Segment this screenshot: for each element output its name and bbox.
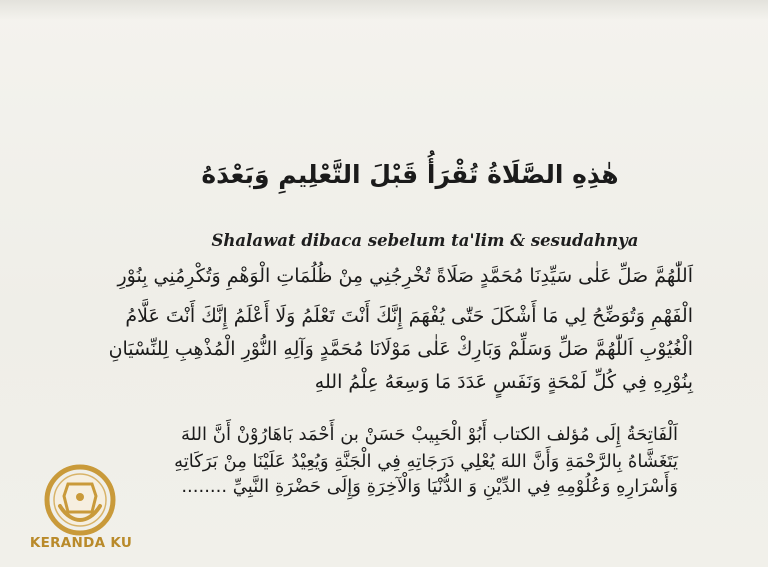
fatiha-line-3: وَأَسْرَارِهِ وَعُلُوْمِهِ فِي الدِّيْنِ وَ الدُّنْيَا وَالْآخِرَةِ وَإِلَى حَضْرَةِ النَّبِيِّ ........ bbox=[181, 476, 678, 497]
watermark-logo bbox=[20, 462, 140, 562]
fatiha-line-2: يَتَغَشَّاهُ بِالرَّحْمَةِ وَأَنَّ اللهَ يُعْلِي دَرَجَاتِهِ فِي الْجَنَّةِ وَيُعِيْدُ عَلَيْنَا مِنْ بَرَكَاتِهِ bbox=[174, 451, 678, 472]
page-top-edge bbox=[0, 0, 768, 20]
fatiha-line-1: اَلْفَاتِحَةُ إِلَى مُؤلف الكتاب أَبُوْ الْحَبِيبْ حَسَنْ بن أَحْمَد بَاهَارُوْنْ أَنَّ اللهَ bbox=[180, 424, 678, 445]
prayer-line-3: الْغُيُوْبِ اَللّٰهُمَّ صَلِّ وَسَلِّمْ وَبَارِكْ عَلٰى مَوْلَانَا مُحَمَّدٍ وَآلِهِ النُّوْرِ الْمُذْهِبِ لِلنِّسْيَانِ bbox=[108, 338, 693, 360]
prayer-line-2: الْفَهْمِ وَتُوَضِّحُ لِي مَا أَشْكَلَ حَتّٰى يُفْهَمَ إِنَّكَ أَنْتَ تَعْلَمُ وَلَا أَعْلَمُ إِنَّكَ أَنْتَ عَلَّامُ bbox=[125, 305, 693, 327]
coffin-hands-logo-icon bbox=[42, 462, 118, 538]
watermark-brand-text: KERANDA KU bbox=[29, 535, 133, 551]
document-subtitle: Shalawat dibaca sebelum ta'lim & sesudahnya bbox=[211, 231, 639, 250]
prayer-line-4: بِنُوْرِهِ فِي كُلِّ لَمْحَةٍ وَنَفَسٍ عَدَدَ مَا وَسِعَهُ عِلْمُ اللهِ bbox=[314, 371, 693, 393]
document-title: هٰذِهِ الصَّلَاةُ تُقْرَأُ قَبْلَ التَّعْلِيمِ وَبَعْدَهُ bbox=[201, 160, 619, 189]
prayer-line-1: اَللّٰهُمَّ صَلِّ عَلٰى سَيِّدِنَا مُحَمَّدٍ صَلَاةً تُخْرِجُنِي مِنْ ظُلُمَاتِ الْوَهْمِ وَتُكْرِمُنِي بِنُوْرِ bbox=[117, 265, 693, 287]
